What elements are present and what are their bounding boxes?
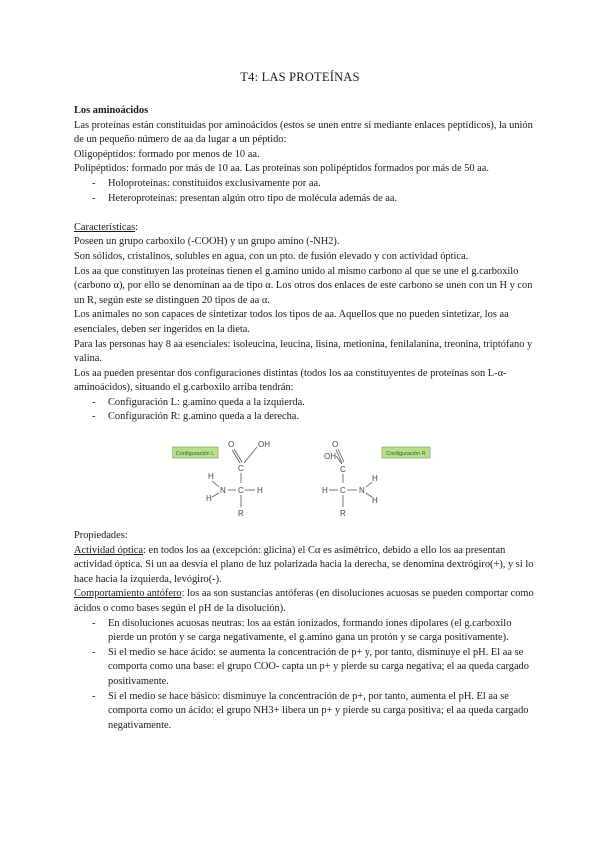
atom-r: R xyxy=(238,509,244,519)
atom-oh: OH xyxy=(258,440,270,450)
atom-alpha-c: C xyxy=(340,486,346,496)
list-item: - Holoproteínas: constituidos exclusivamente por aa. xyxy=(74,177,534,192)
paragraph: Polipéptidos: formado por más de 10 aa. Las proteínas son polipéptidos formados por más de 50 aa. xyxy=(74,163,489,175)
paragraph: Los aa que constituyen las proteínas tienen el g.amino unido al mismo carbono al que se une el g.carboxilo (carbono α), por ello se denominan aa de tipo α. Los otros dos enlaces de este carbono se unen con un H y con un R, según este se distinguen 20 tipos de aa α. xyxy=(74,265,533,306)
paragraph: Para las personas hay 8 aa esenciales: isoleucina, leucina, lisina, metionina, fenilalanina, treonina, triptófano y valina. xyxy=(74,338,533,365)
paragraph: Los aa pueden presentar dos configuraciones distintas (todos los aa constituyentes de proteínas son L-α-aminoácidos), situando el g.carboxilo arriba tendrán: xyxy=(74,367,507,394)
atom-r: R xyxy=(340,509,346,519)
term-comportamiento: Comportamiento antófero xyxy=(74,588,182,600)
atom-alpha-c: C xyxy=(238,486,244,496)
atom-h: H xyxy=(206,494,212,504)
l-label: Configuración L xyxy=(175,451,215,458)
paragraph-comportamiento xyxy=(74,587,534,616)
atom-carboxyl-c: C xyxy=(238,464,244,474)
protein-types-list xyxy=(74,177,534,206)
atom-h: H xyxy=(322,486,328,496)
atom-h: H xyxy=(257,486,263,496)
l-configuration-molecule xyxy=(172,437,282,521)
atom-oh: OH xyxy=(324,452,336,462)
document-body xyxy=(74,104,534,733)
paragraph-text: : los aa son sustancias antóferas (en disoluciones acuosas se pueden comportar como ácidos o como bases según el pH de la disolución). xyxy=(74,588,534,615)
paragraph: Poseen un grupo carboxilo (-COOH) y un grupo amino (-NH2). xyxy=(74,236,340,248)
term-actividad-optica: Actividad óptica xyxy=(74,544,143,556)
section-heading-caracteristicas xyxy=(74,221,534,236)
paragraph: Las proteínas están constituidas por aminoácidos (estos se unen entre sí mediante enlaces peptídicos), la unión de un pequeño número de aa da lugar a un péptido: xyxy=(74,119,533,146)
paragraph: Los animales no son capaces de sintetizar todos los tipos de aa. Aquellos que no pueden sintetizar, los aa esenciales, deben ser ingeridos en la dieta. xyxy=(74,309,509,335)
list-item: - Configuración R: g.amino queda a la derecha. xyxy=(74,410,534,425)
atom-carboxyl-c: C xyxy=(340,465,346,475)
section-heading-propiedades: Propiedades: xyxy=(74,530,128,542)
section-heading-aminoacidos: Los aminoácidos xyxy=(74,105,149,116)
paragraph: Son sólidos, cristalinos, solubles en agua, con un pto. de fusión elevado y con actividad óptica. xyxy=(74,250,469,262)
page-title: T4: LAS PROTEÍNAS xyxy=(240,70,360,84)
heading-colon: : xyxy=(135,221,139,233)
atom-o: O xyxy=(332,440,339,450)
list-item: - En disoluciones acuosas neutras: los aa están ionizados, formando iones dipolares (el g.carboxilo pierde un protón y se carga negativamente, el g.amino gana un protón y se carga positivamente). xyxy=(74,617,534,646)
paragraph-text: : en todos los aa (excepción: glicina) el Cα es asimétrico, debido a ello los aa presentan actividad óptica. Si un aa desvía el plano de luz polarizada hacia la derecha, se denomina dextrógiro(+), y si lo hace hacia la izquierda, levógiro(-). xyxy=(74,544,534,585)
list-item: - Si el medio se hace básico: disminuye la concentración de p+, por tanto, aumenta el pH. El aa se comporta como un ácido: el grupo NH3+ libera un p+ y pierde su carga positiva; el aa queda cargado negativamente. xyxy=(74,690,534,734)
configuration-figure xyxy=(74,437,534,521)
atom-n: N xyxy=(220,486,226,496)
list-item: - Configuración L: g.amino queda a la izquierda. xyxy=(74,396,534,411)
list-item: - Si el medio se hace ácido: se aumenta la concentración de p+ y, por tanto, disminuye el pH. El aa se comporta como una base: el grupo COO- capta un p+ y pierde su carga negativa; el aa queda cargado positivamente. xyxy=(74,646,534,690)
configuration-list xyxy=(74,396,534,425)
atom-h: H xyxy=(208,472,214,482)
ph-behavior-list xyxy=(74,617,534,734)
atom-o: O xyxy=(228,440,235,450)
atom-h: H xyxy=(372,474,378,484)
atom-h: H xyxy=(372,496,378,506)
r-configuration-molecule xyxy=(322,437,434,521)
heading-text: Características xyxy=(74,221,136,233)
paragraph: Oligopéptidos: formado por menos de 10 aa. xyxy=(74,148,260,160)
paragraph-actividad-optica xyxy=(74,544,534,588)
atom-n: N xyxy=(359,486,365,496)
r-label: Configuración R xyxy=(386,451,426,458)
list-item: - Heteroproteínas: presentan algún otro tipo de molécula además de aa. xyxy=(74,192,534,207)
